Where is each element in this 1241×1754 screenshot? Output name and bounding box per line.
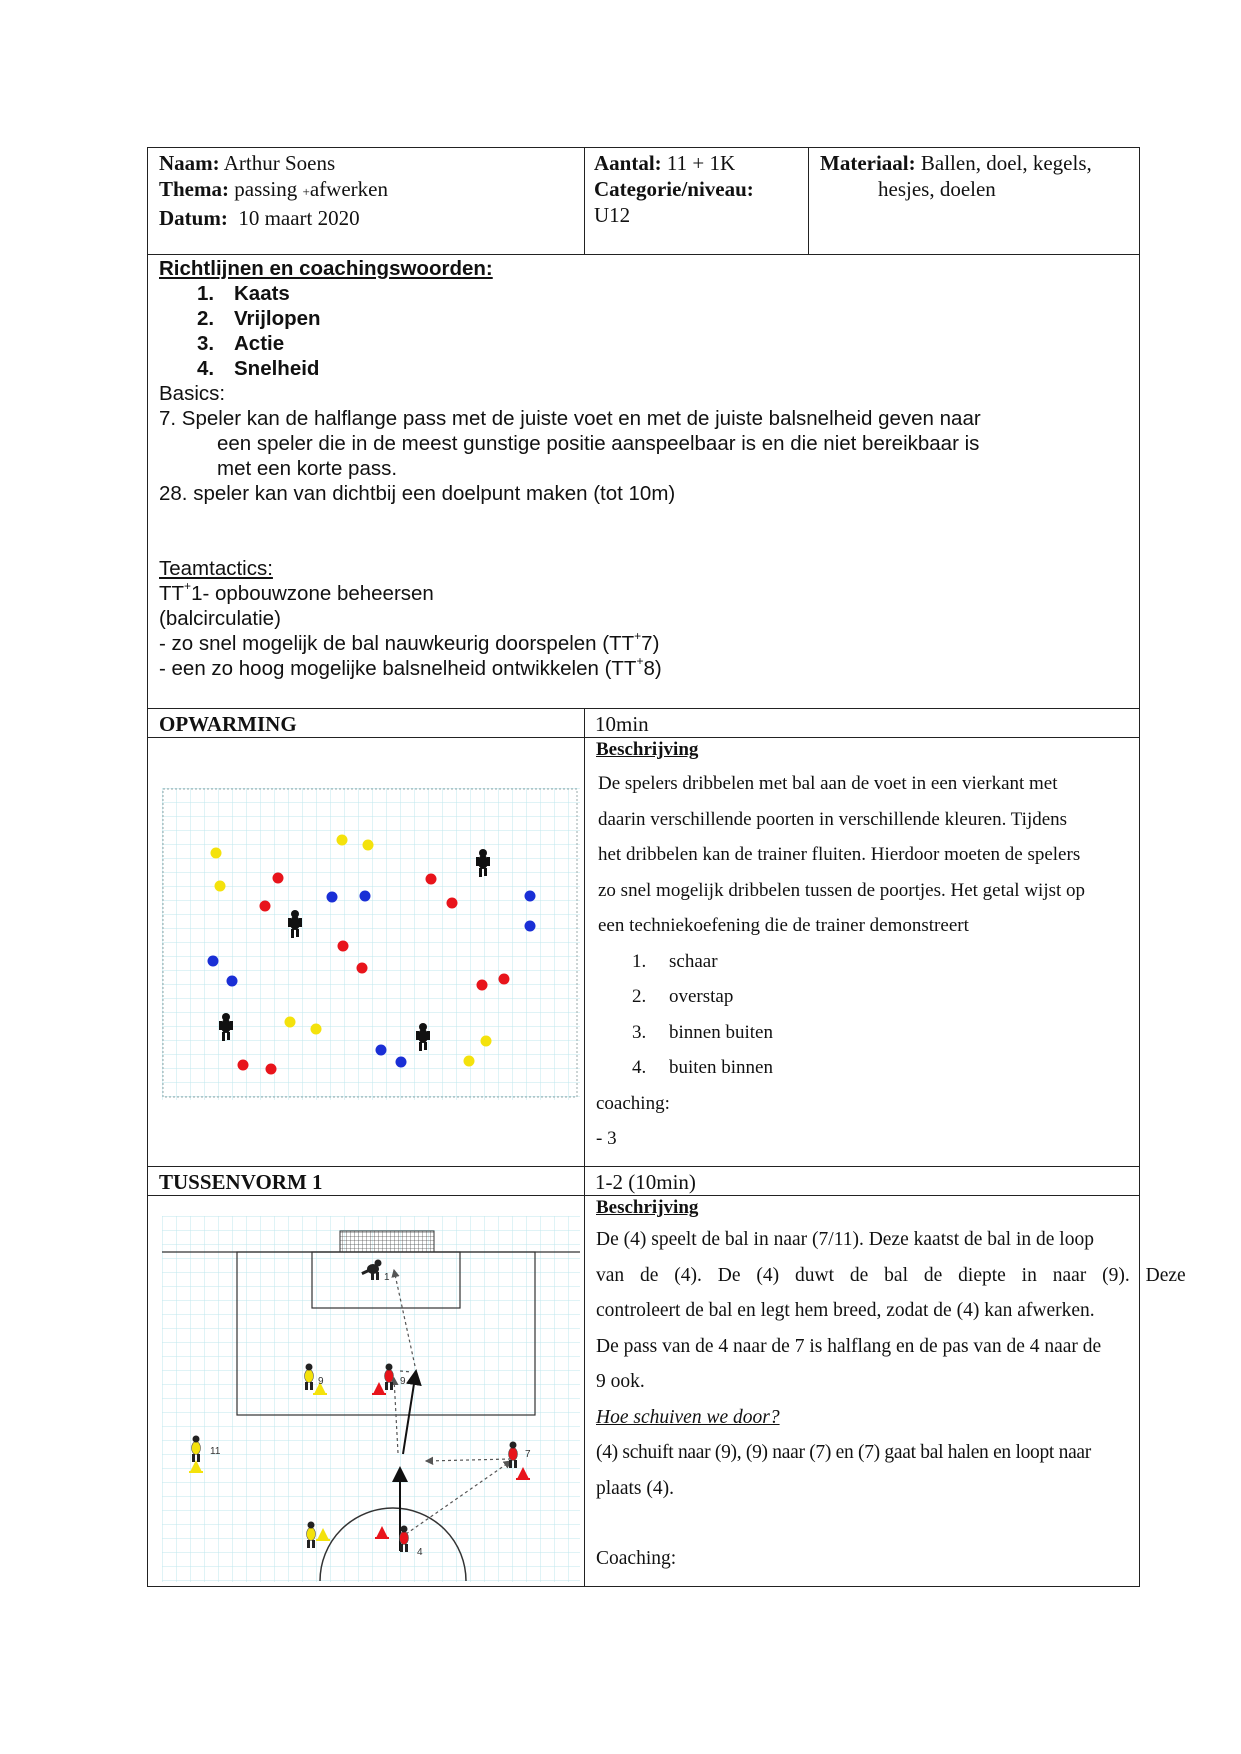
tussenvorm-diagram (162, 1216, 580, 1582)
schuiven-line: (4) schuift naar (9), (9) naar (7) en (7) gaat bal halen en loopt naar (596, 1442, 1091, 1463)
schuiven-line: plaats (4). (596, 1477, 674, 1499)
desc-line: het dribbelen kan de trainer fluiten. Hierdoor moeten de spelers (598, 844, 1081, 865)
technique-item: binnen buiten (669, 1021, 773, 1043)
tt-line3-end: 7) (641, 632, 660, 655)
divider (148, 1166, 1139, 1167)
materiaal-value-2: hesjes, doelen (878, 177, 996, 201)
list-number: 4. (632, 1057, 647, 1078)
technique-item: buiten binnen (669, 1057, 773, 1078)
basics-28: 28. speler kan van dichtbij een doelpunt maken (tot 10m) (159, 482, 676, 505)
tussenvorm-description (596, 1196, 1186, 1577)
technique-item: schaar (669, 950, 718, 972)
desc-line: een techniekoefening die de trainer demonstreert (598, 915, 969, 936)
header-aantal (594, 150, 804, 228)
categorie-value: U12 (594, 203, 631, 227)
red-cone (338, 941, 349, 952)
coaching-words-list (159, 281, 1129, 381)
blue-cone (227, 976, 238, 987)
coaching-word: Vrijlopen (234, 307, 321, 330)
player-label-4: 4 (417, 1547, 423, 1558)
coaching-word: Kaats (234, 282, 290, 305)
blue-cone (525, 921, 536, 932)
list-number: 1. (632, 950, 647, 972)
categorie-label: Categorie/niveau: (594, 177, 754, 201)
desc-line: daarin verschillende poorten in verschillende kleuren. Tijdens (598, 808, 1068, 830)
player-label-9-red: 9 (400, 1376, 406, 1387)
coaching-word: Snelheid (234, 357, 320, 380)
materiaal-label: Materiaal: (820, 151, 916, 175)
red-cone (477, 980, 488, 991)
player-label-7: 7 (525, 1449, 531, 1460)
blue-cone (376, 1045, 387, 1056)
red-cone (266, 1064, 277, 1075)
red-cone (238, 1060, 249, 1071)
opwarming-title: OPWARMING (159, 712, 297, 736)
session-table (147, 147, 1186, 1587)
blue-cone (525, 891, 536, 902)
tt-line4-end: 8) (643, 657, 662, 680)
datum-value: 10 maart 2020 (238, 206, 360, 230)
player-label-11: 11 (210, 1446, 221, 1457)
datum-label: Datum: (159, 206, 228, 230)
list-number: 4. (197, 357, 215, 380)
yellow-cone (215, 881, 226, 892)
tussenvorm-duration: 1-2 (10min) (595, 1170, 696, 1194)
thema-value: passing (234, 177, 298, 201)
richtlijnen-title: Richtlijnen en coachingswoorden: (159, 257, 493, 280)
yellow-cone (363, 840, 374, 851)
technique-item: overstap (669, 986, 734, 1007)
desc-line: van de (4). De (4) duwt de bal de diepte in naar (9). Deze (596, 1264, 1186, 1286)
richtlijnen-section (159, 256, 1129, 681)
tt-line3: - zo snel mogelijk de bal nauwkeurig doorspelen (TT (159, 632, 635, 655)
basics-label: Basics: (159, 382, 226, 405)
tt-sup: + (634, 629, 642, 644)
tussenvorm-title: TUSSENVORM 1 (159, 1170, 323, 1194)
naam-value: Arthur Soens (223, 151, 336, 175)
tt-prefix: TT (159, 582, 185, 605)
desc-line: De spelers dribbelen met bal aan de voet in een vierkant met (598, 773, 1058, 794)
red-cone (357, 963, 368, 974)
schuiven-label: Hoe schuiven we door? (596, 1406, 780, 1428)
divider (584, 708, 585, 1586)
desc-line: De (4) speelt de bal in naar (7/11). Deze kaatst de bal in de loop (596, 1229, 1094, 1250)
red-cone (426, 874, 437, 885)
blue-cone (327, 892, 338, 903)
yellow-cone (337, 835, 348, 846)
beschrijving-label: Beschrijving (596, 1197, 699, 1218)
desc-line: De pass van de 4 naar de 7 is halflang en de pas van de 4 naar de (596, 1335, 1102, 1357)
red-cone (273, 873, 284, 884)
coaching-label: Coaching: (596, 1548, 677, 1569)
technique-list (598, 944, 1133, 1086)
beschrijving-label: Beschrijving (596, 739, 699, 760)
yellow-cone (211, 848, 222, 859)
list-number: 1. (197, 282, 215, 305)
tt-line1: 1- opbouwzone beheersen (191, 582, 434, 605)
divider (808, 148, 809, 254)
aantal-value: 11 + 1K (666, 151, 736, 175)
opwarming-diagram (162, 788, 580, 1100)
pitch-grid (162, 788, 580, 1100)
basics-7-line3: met een korte pass. (217, 457, 398, 480)
divider (584, 148, 585, 254)
materiaal-value: Ballen, doel, kegels, (920, 151, 1092, 175)
list-number: 3. (632, 1021, 647, 1043)
blue-cone (360, 891, 371, 902)
list-number: 2. (632, 986, 647, 1007)
yellow-cone (481, 1036, 492, 1047)
list-number: 2. (197, 307, 215, 330)
yellow-cone (311, 1024, 322, 1035)
thema-value-2: afwerken (309, 177, 388, 201)
blue-cone (396, 1057, 407, 1068)
player-label-9-yellow: 9 (318, 1376, 324, 1387)
basics-7-line2: een speler die in de meest gunstige positie aanspeelbaar is en die niet bereikbaar is (217, 432, 980, 455)
thema-plus: + (302, 184, 310, 199)
opwarming-description (598, 738, 1133, 1157)
opwarming-duration: 10min (595, 712, 649, 736)
tt-sup: + (636, 654, 644, 669)
goal-net (340, 1231, 434, 1252)
red-cone (499, 974, 510, 985)
desc-line: 9 ook. (596, 1371, 645, 1392)
divider (148, 708, 1139, 709)
desc-line: zo snel mogelijk dribbelen tussen de poortjes. Het getal wijst op (598, 879, 1086, 901)
basics-7-line1: 7. Speler kan de halflange pass met de juiste voet en met de juiste balsnelheid geven naar (159, 407, 981, 430)
red-cone (447, 898, 458, 909)
tt-line4: - een zo hoog mogelijke balsnelheid ontwikkelen (TT (159, 657, 637, 680)
naam-label: Naam: (159, 151, 220, 175)
coaching-value: - 3 (596, 1128, 617, 1149)
tt-line2: (balcirculatie) (159, 607, 281, 630)
yellow-cone (464, 1056, 475, 1067)
desc-line: controleert de bal en legt hem breed, zodat de (4) kan afwerken. (596, 1300, 1095, 1321)
thema-label: Thema: (159, 177, 229, 201)
divider (148, 254, 1139, 255)
blue-cone (208, 956, 219, 967)
header-materiaal (820, 150, 1135, 202)
player-label-1: 1 (384, 1272, 390, 1283)
coaching-label: coaching: (596, 1092, 670, 1114)
coaching-word: Actie (234, 332, 285, 355)
red-cone (260, 901, 271, 912)
yellow-cone (285, 1017, 296, 1028)
aantal-label: Aantal: (594, 151, 662, 175)
tt-sup: + (184, 579, 192, 594)
header-info (159, 150, 579, 231)
teamtactics-label: Teamtactics: (159, 557, 273, 580)
list-number: 3. (197, 332, 215, 355)
